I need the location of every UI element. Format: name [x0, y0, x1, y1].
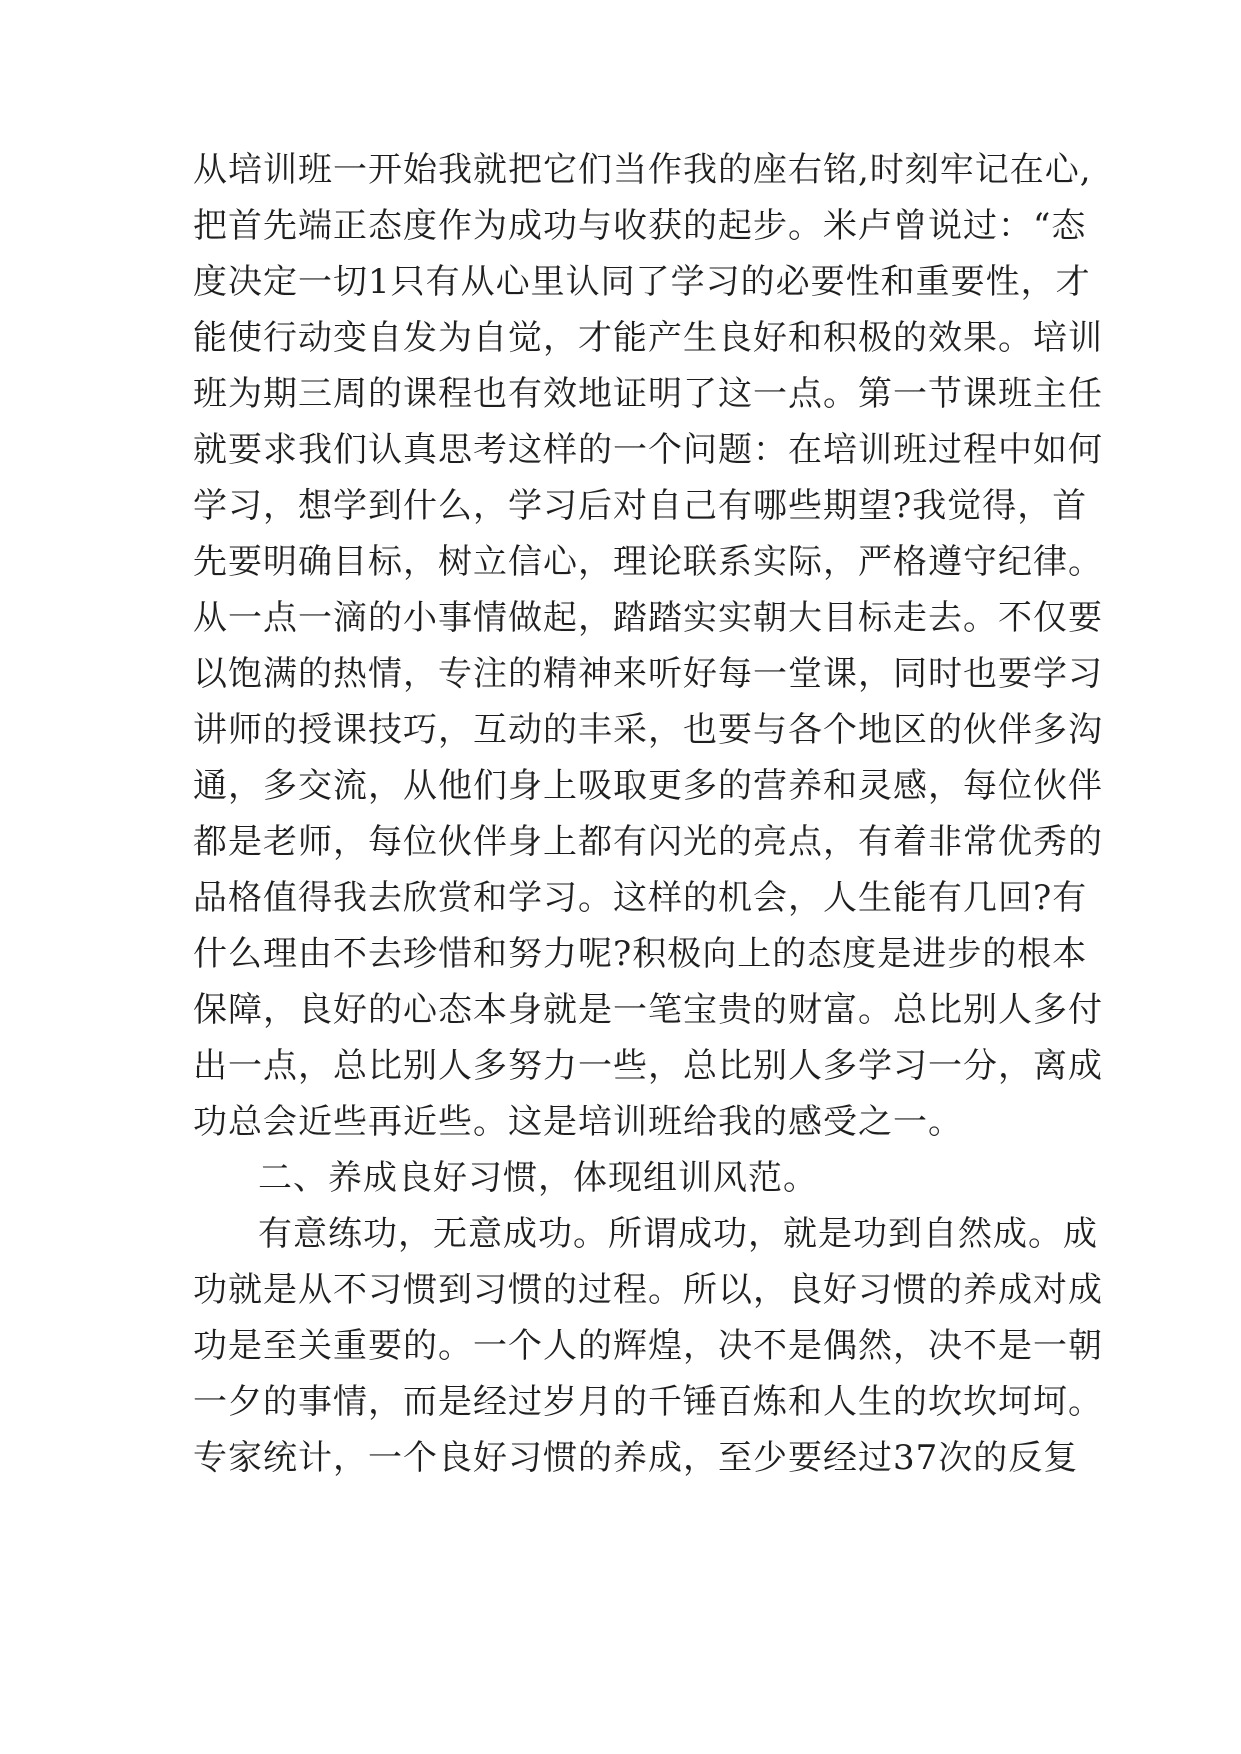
paragraph-first-line: 有意练功，无意成功。所谓成功，就是功到自然成。成: [258, 1214, 1098, 1254]
section-heading: 二、养成良好习惯，体现组训风范。: [258, 1158, 818, 1198]
text-line: 都是老师，每位伙伴身上都有闪光的亮点，有着非常优秀的: [193, 822, 1103, 862]
text-line: 度决定一切1只有从心里认同了学习的必要性和重要性，才: [193, 262, 1091, 302]
text-line: 功是至关重要的。一个人的辉煌，决不是偶然，决不是一朝: [193, 1326, 1103, 1366]
text-line: 先要明确目标，树立信心，理论联系实际，严格遵守纪律。: [193, 542, 1103, 582]
text-line: 功总会近些再近些。这是培训班给我的感受之一。: [193, 1102, 963, 1142]
text-line: 以饱满的热情，专注的精神来听好每一堂课，同时也要学习: [193, 654, 1103, 694]
text-line: 品格值得我去欣赏和学习。这样的机会，人生能有几回?有: [193, 878, 1088, 918]
text-line: 一夕的事情，而是经过岁月的千锤百炼和人生的坎坎坷坷。: [193, 1382, 1103, 1422]
text-line: 通，多交流，从他们身上吸取更多的营养和灵感，每位伙伴: [193, 766, 1103, 806]
text-line: 从一点一滴的小事情做起，踏踏实实朝大目标走去。不仅要: [193, 598, 1103, 638]
text-line: 学习，想学到什么，学习后对自己有哪些期望?我觉得，首: [193, 486, 1088, 526]
text-line: 保障，良好的心态本身就是一笔宝贵的财富。总比别人多付: [193, 990, 1103, 1030]
text-line: 能使行动变自发为自觉，才能产生良好和积极的效果。培训: [193, 318, 1103, 358]
text-line: 从培训班一开始我就把它们当作我的座右铭,时刻牢记在心,: [193, 150, 1092, 190]
text-line: 功就是从不习惯到习惯的过程。所以，良好习惯的养成对成: [193, 1270, 1103, 1310]
text-line: 班为期三周的课程也有效地证明了这一点。第一节课班主任: [193, 374, 1103, 414]
text-line: 把首先端正态度作为成功与收获的起步。米卢曾说过：“态: [193, 206, 1087, 246]
text-line: 专家统计，一个良好习惯的养成，至少要经过37次的反复: [193, 1438, 1079, 1478]
text-line: 讲师的授课技巧，互动的丰采，也要与各个地区的伙伴多沟: [193, 710, 1103, 750]
text-line: 就要求我们认真思考这样的一个问题：在培训班过程中如何: [193, 430, 1103, 470]
text-line: 出一点，总比别人多努力一些，总比别人多学习一分，离成: [193, 1046, 1103, 1086]
text-line: 什么理由不去珍惜和努力呢?积极向上的态度是进步的根本: [193, 934, 1088, 974]
